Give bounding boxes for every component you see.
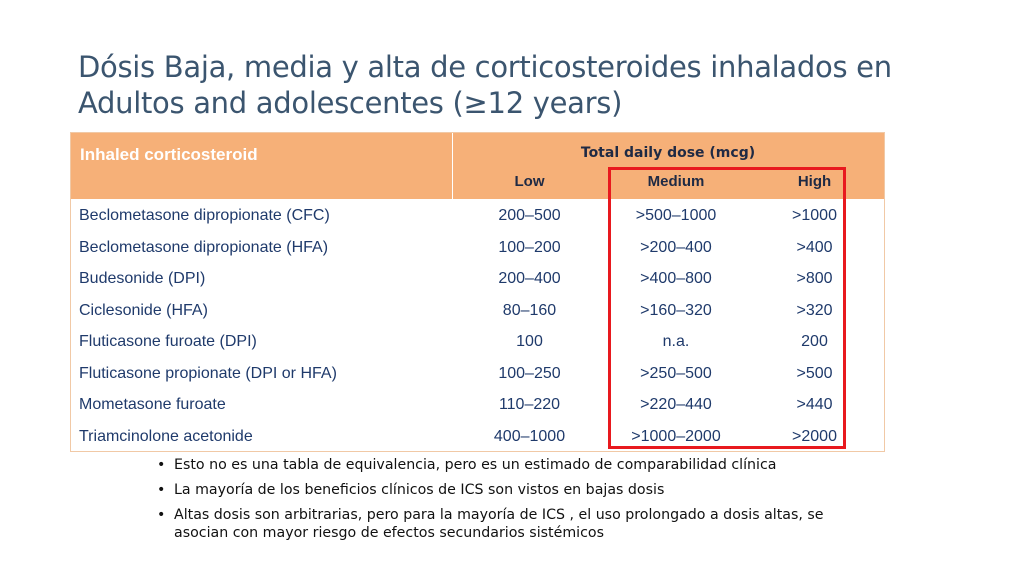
row-high-dose: >440 — [796, 396, 833, 413]
slide-title-line-2: Adultos and adolescentes (≥12 years) — [78, 86, 623, 120]
bullet-item — [155, 456, 875, 474]
row-high-dose: >400 — [796, 238, 833, 256]
row-high-dose: >1000 — [792, 207, 837, 224]
row-drug-name: Fluticasone propionate (DPI or HFA) — [79, 364, 337, 382]
row-low-dose: 110–220 — [498, 396, 561, 413]
row-drug-name: Ciclesonide (HFA) — [79, 301, 208, 319]
header-low: Low — [514, 173, 545, 190]
row-high-dose: 200 — [801, 333, 828, 350]
slide-title-line-1: Dósis Baja, media y alta de corticosteroides inhalados en — [78, 50, 892, 84]
bullet-item — [155, 481, 875, 499]
row-high-dose: >320 — [796, 301, 833, 319]
row-low-dose: 100–200 — [498, 238, 561, 256]
bullet-item — [155, 506, 875, 542]
row-medium-dose: >1000–2000 — [631, 427, 721, 445]
bullet-dot-icon: • — [157, 457, 166, 473]
row-low-dose: 200–400 — [498, 270, 561, 287]
header-corticosteroid-label: Inhaled corticosteroid — [80, 145, 258, 164]
bullet-text: La mayoría de los beneficios clínicos de ICS son vistos en bajas dosis — [174, 482, 665, 498]
row-medium-dose: >220–440 — [640, 396, 712, 413]
row-drug-name: Triamcinolone acetonide — [79, 427, 253, 445]
bullet-text: Altas dosis son arbitrarias, pero para la mayoría de ICS , el uso prolongado a dosis altas, se asocian con mayor riesgo de efectos secundarios sistémicos — [174, 507, 824, 541]
row-medium-dose: >250–500 — [640, 364, 712, 382]
header-total-daily-dose: Total daily dose (mcg) — [580, 145, 756, 161]
row-medium-dose: >160–320 — [640, 301, 712, 319]
row-high-dose: >500 — [796, 364, 833, 382]
header-medium: Medium — [647, 173, 705, 190]
row-drug-name: Mometasone furoate — [79, 396, 226, 413]
row-high-dose: >800 — [796, 270, 833, 287]
row-medium-dose: >200–400 — [640, 238, 712, 256]
row-low-dose: 100–250 — [498, 364, 561, 382]
row-drug-name: Beclometasone dipropionate (HFA) — [79, 238, 329, 256]
header-corticosteroid-cell — [71, 133, 453, 199]
row-medium-dose: >400–800 — [640, 270, 712, 287]
slide-title — [78, 49, 978, 121]
row-medium-dose: n.a. — [662, 333, 690, 350]
row-drug-name: Beclometasone dipropionate (CFC) — [79, 207, 330, 224]
row-medium-dose: >500–1000 — [635, 207, 717, 224]
medium-high-highlight-box — [608, 167, 846, 449]
row-low-dose: 100 — [516, 333, 543, 350]
bullet-text: Esto no es una tabla de equivalencia, pero es un estimado de comparabilidad clínica — [174, 457, 777, 473]
row-low-dose: 80–160 — [502, 301, 557, 319]
notes-list — [155, 456, 875, 549]
row-high-dose: >2000 — [792, 427, 837, 445]
header-high: High — [797, 173, 832, 190]
bullet-dot-icon: • — [157, 482, 166, 498]
row-low-dose: 400–1000 — [493, 427, 566, 445]
row-low-dose: 200–500 — [498, 207, 561, 224]
row-drug-name: Budesonide (DPI) — [79, 270, 206, 287]
row-drug-name: Fluticasone furoate (DPI) — [79, 333, 257, 350]
bullet-dot-icon: • — [157, 507, 166, 523]
